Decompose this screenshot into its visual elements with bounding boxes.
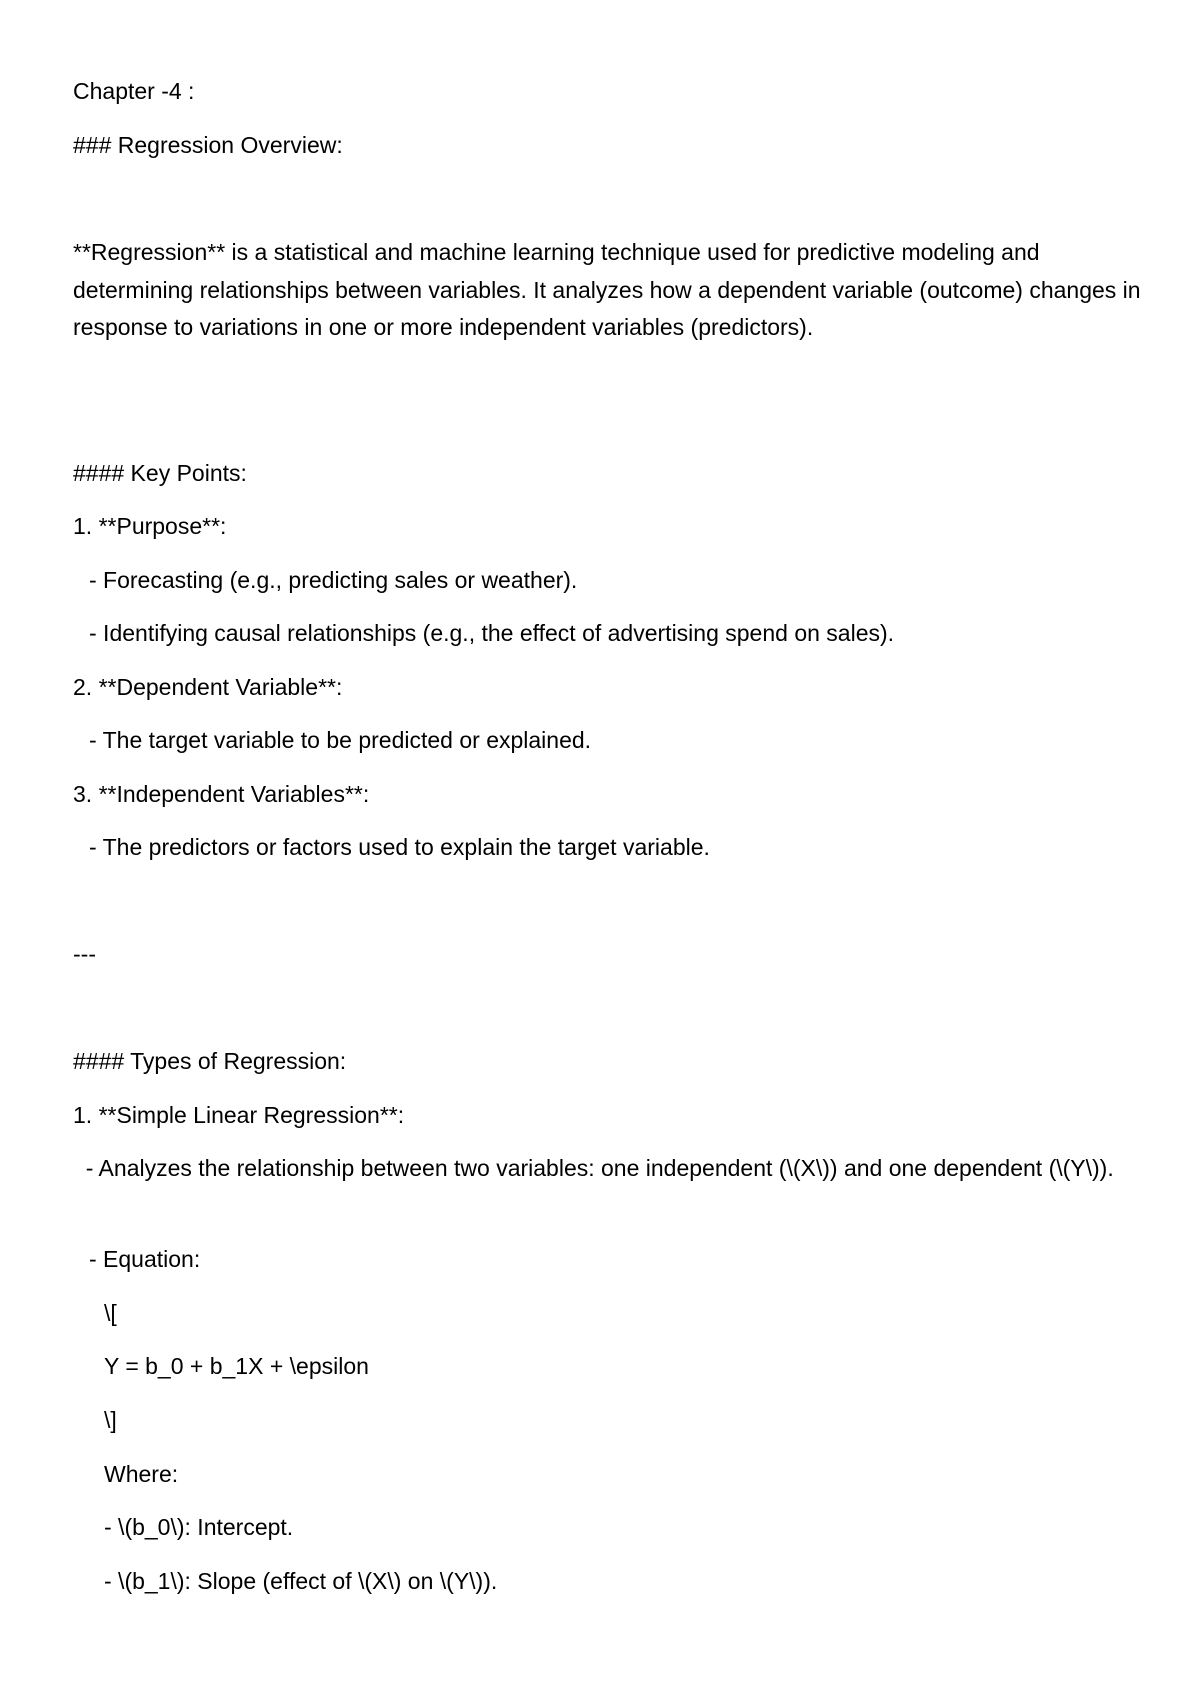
equation-label: - Equation: (89, 1246, 201, 1272)
section-separator: --- (73, 941, 96, 967)
where-item-slope: - \(b_1\): Slope (effect of \(X\) on \(Y\)). (104, 1568, 498, 1594)
key-point-dependent-title: 2. **Dependent Variable**: (73, 674, 343, 700)
overview-heading: ### Regression Overview: (73, 132, 343, 158)
key-point-independent-bullet: - The predictors or factors used to explain the target variable. (89, 834, 710, 860)
equation: Y = b_0 + b_1X + \epsilon (104, 1353, 369, 1379)
equation-close-bracket: \] (104, 1407, 117, 1433)
type-simple-linear-description: - Analyzes the relationship between two variables: one independent (\(X\)) and one dependent (\(Y\)). (73, 1155, 1114, 1181)
key-point-independent-title: 3. **Independent Variables**: (73, 781, 370, 807)
key-point-purpose-title: 1. **Purpose**: (73, 513, 227, 539)
key-point-dependent-bullet: - The target variable to be predicted or explained. (89, 727, 592, 753)
chapter-title: Chapter -4 : (73, 78, 195, 104)
key-point-purpose-bullet-1: - Forecasting (e.g., predicting sales or weather). (89, 567, 578, 593)
type-simple-linear-title: 1. **Simple Linear Regression**: (73, 1102, 405, 1128)
where-label: Where: (104, 1461, 179, 1487)
key-points-heading: #### Key Points: (73, 460, 247, 486)
key-point-purpose-bullet-2: - Identifying causal relationships (e.g., the effect of advertising spend on sales). (89, 620, 895, 646)
intro-paragraph: **Regression** is a statistical and machine learning technique used for predictive modeling and determining relationships between variables. It analyzes how a dependent variable (outcome) changes in response to variations in one or more independent variables (predictors). (73, 239, 1141, 340)
types-heading: #### Types of Regression: (73, 1048, 347, 1074)
equation-open-bracket: \[ (104, 1300, 117, 1326)
where-item-intercept: - \(b_0\): Intercept. (104, 1514, 294, 1540)
